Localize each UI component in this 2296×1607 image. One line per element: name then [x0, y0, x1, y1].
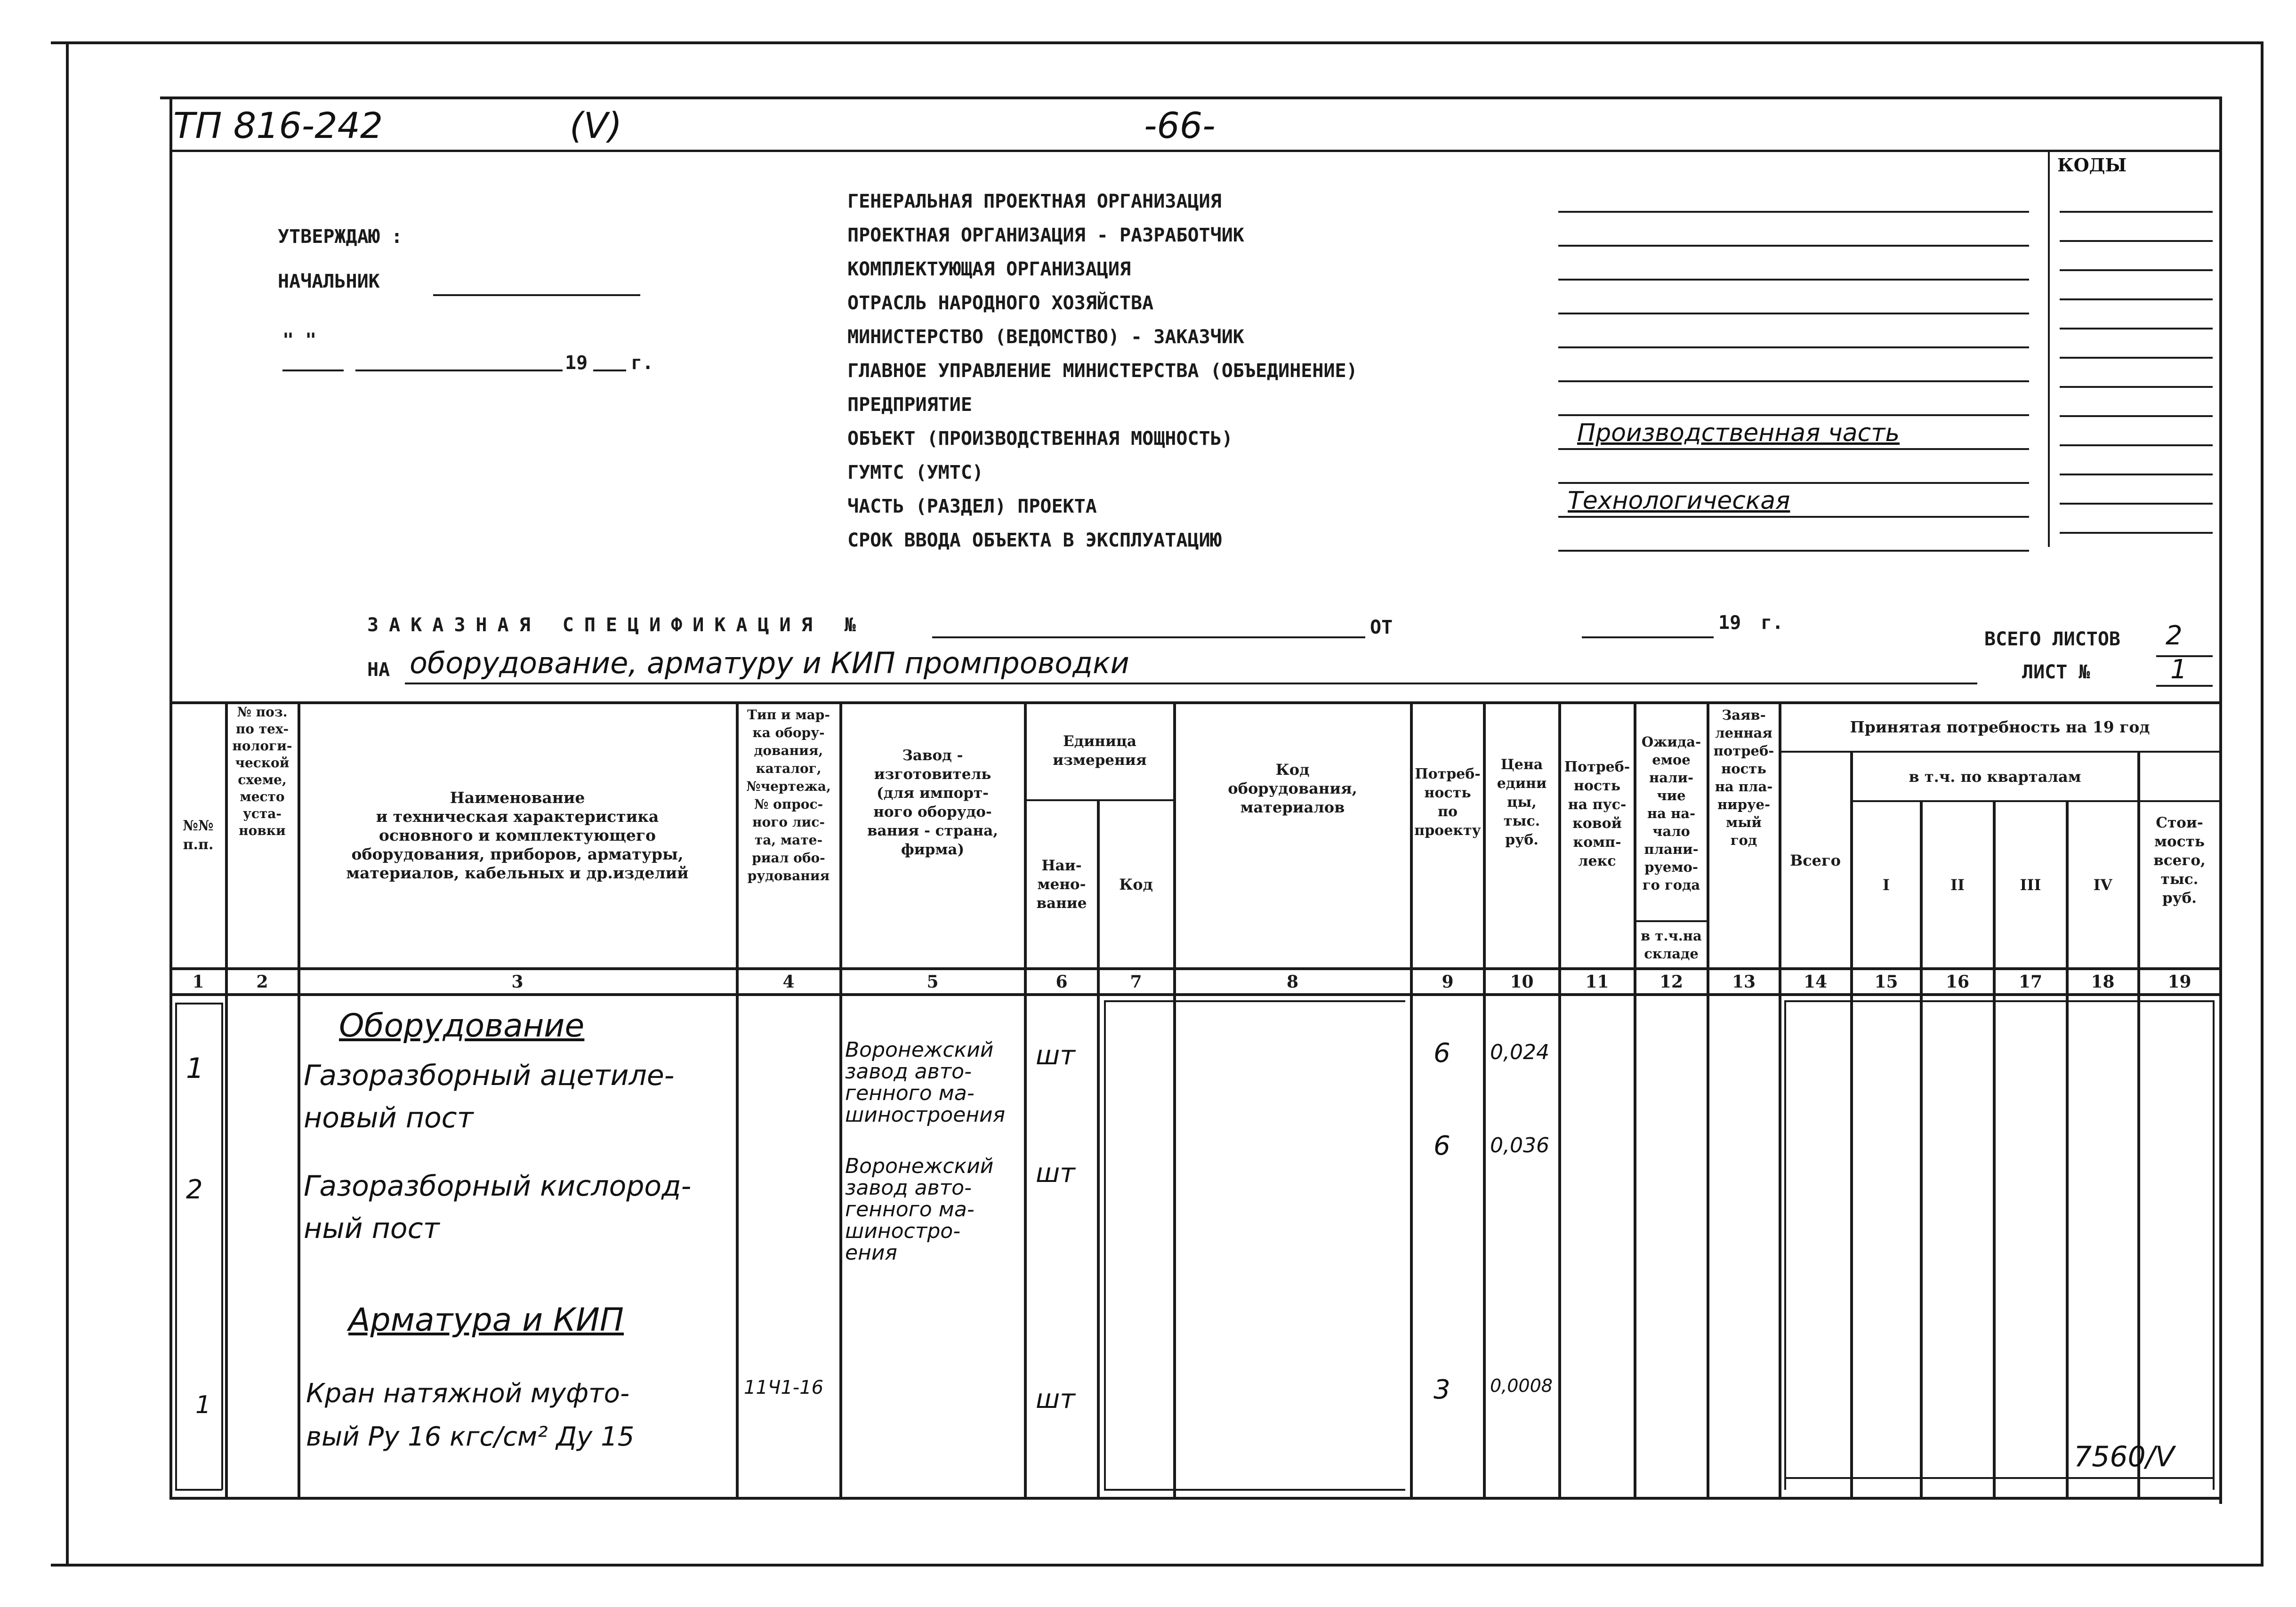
col-15-header: I [1883, 876, 1890, 894]
total-sheets-label: ВСЕГО ЛИСТОВ [1984, 628, 2120, 650]
quarters-group-header: в т.ч. по кварталам [1909, 768, 2081, 786]
inner-frame-right [2219, 96, 2222, 1504]
inner-frame-bottom [169, 1497, 2222, 1500]
unit-group-header: Единица измерения [1053, 733, 1147, 769]
row-number: 2 [186, 1174, 203, 1205]
column-number: 13 [1732, 972, 1756, 992]
outer-frame-top [51, 41, 2264, 44]
org-field-label: ОТРАСЛЬ НАРОДНОГО ХОЗЯЙСТВА [847, 292, 1154, 314]
sheet-line [2156, 685, 2213, 687]
row-qty: 6 [1434, 1038, 1450, 1069]
org-field-label: ГУМТС (УМТС) [847, 462, 983, 483]
row-name: Газоразборный кислород- ный пост [304, 1170, 692, 1245]
project-part-value: Технологическая [1568, 487, 1790, 515]
column-number: 14 [1803, 972, 1828, 992]
col-11-header: Потреб- ность на пус- ковой комп- лекс [1564, 759, 1630, 869]
date-day-line [282, 370, 344, 371]
col-17-header: III [2020, 876, 2041, 894]
page-number: -66- [1144, 104, 1216, 146]
chief-label: НАЧАЛЬНИК [278, 271, 380, 292]
outer-frame-bottom [51, 1564, 2264, 1567]
org-field-label: МИНИСТЕРСТВО (ВЕДОМСТВО) - ЗАКАЗЧИК [847, 326, 1244, 348]
spec-number-line [932, 636, 1365, 638]
outer-frame-right [2261, 41, 2264, 1567]
accepted-group-header: Принятая потребность на 19 год [1850, 718, 2150, 736]
col-12b-header: в т.ч.на складе [1641, 927, 1702, 962]
org-field-label: ПРОЕКТНАЯ ОРГАНИЗАЦИЯ - РАЗРАБОТЧИК [847, 225, 1244, 246]
row-unit: шт [1036, 1040, 1075, 1071]
org-field-label: ПРЕДПРИЯТИЕ [847, 394, 972, 416]
row-unit: шт [1036, 1384, 1075, 1414]
codes-divider [2048, 152, 2050, 547]
column-number: 16 [1945, 972, 1970, 992]
spec-year: 19 [1718, 612, 1741, 634]
col-10-header: Цена едини цы, тыс. руб. [1497, 756, 1547, 848]
col-12-header: Ожида- емое нали- чие на на- чало плани- руемо- го года [1641, 733, 1701, 893]
row-price: 0,024 [1490, 1040, 1549, 1064]
column-number: 4 [782, 972, 795, 992]
col-8-header: Код оборудования, материалов [1228, 761, 1357, 816]
row-maker: Воронежский завод авто- генного ма- шиностроения [845, 1038, 1006, 1127]
object-value: Производственная часть [1577, 419, 1900, 447]
column-number: 17 [2018, 972, 2043, 992]
spec-on-prefix: НА [367, 659, 390, 681]
column-number: 3 [511, 972, 524, 992]
org-field-label: ГЕНЕРАЛЬНАЯ ПРОЕКТНАЯ ОРГАНИЗАЦИЯ [847, 191, 1222, 212]
col-9-header: Потреб- ность по проекту [1414, 766, 1481, 839]
total-sheets-value: 2 [2166, 620, 2183, 651]
column-number: 10 [1510, 972, 1534, 992]
date-year-suffix: г. [631, 352, 654, 374]
section-fittings: Арматура и КИП [348, 1302, 624, 1339]
col-18-header: IV [2093, 876, 2112, 894]
date-month-line [355, 370, 563, 371]
column-number: 15 [1874, 972, 1898, 992]
chief-signature-line [433, 294, 640, 296]
col-13-header: Заяв- ленная потреб- ность на пла- нируе- мый год [1713, 707, 1774, 848]
column-number: 5 [926, 972, 939, 992]
spec-from: ОТ [1370, 617, 1393, 638]
column-number: 18 [2091, 972, 2115, 992]
outer-frame-left [66, 41, 69, 1567]
date-dots: " " [282, 329, 317, 351]
column-number: 2 [256, 972, 268, 992]
col-7-header: Код [1119, 875, 1153, 893]
row-number: 1 [195, 1391, 211, 1419]
row-qty: 3 [1434, 1374, 1450, 1405]
spec-subject-line [405, 683, 1977, 684]
spec-year-suffix: г. [1761, 612, 1784, 634]
column-number: 6 [1055, 972, 1068, 992]
row-name: Кран натяжной муфто- вый Ру 16 кгс/см² Ду 15 [306, 1378, 635, 1452]
date-year-line [593, 370, 626, 371]
section-equipment: Оборудование [339, 1007, 585, 1045]
col-5-header: Завод - изготовитель (для импорт- ного оборудо- вания - страна, фирма) [867, 747, 999, 858]
row-price: 0,036 [1490, 1133, 1549, 1157]
spec-date-line [1582, 636, 1714, 638]
col-19-header: Стои- мость всего, тыс. руб. [2153, 814, 2206, 907]
column-number: 8 [1286, 972, 1299, 992]
codes-header: КОДЫ [2057, 154, 2127, 176]
sheet-value: 1 [2170, 654, 2187, 685]
spec-subject: оборудование, арматуру и КИП промпроводки [410, 646, 1129, 680]
column-number: 1 [192, 972, 204, 992]
column-number: 9 [1442, 972, 1454, 992]
row-number: 1 [186, 1052, 204, 1085]
row-maker: Воронежский завод авто- генного ма- шиностро- ения [845, 1154, 994, 1265]
title-strip-line [169, 150, 2222, 152]
col-1-header: №№ п.п. [183, 818, 214, 853]
archive-stamp: 7560/V [2074, 1440, 2175, 1473]
column-number: 7 [1130, 972, 1142, 992]
col-14-header: Всего [1790, 851, 1841, 869]
sheet-label: ЛИСТ № [2022, 661, 2090, 683]
org-field-label: СРОК ВВОДА ОБЪЕКТА В ЭКСПЛУАТАЦИЮ [847, 530, 1222, 551]
org-field-label: КОМПЛЕКТУЮЩАЯ ОРГАНИЗАЦИЯ [847, 258, 1131, 280]
org-field-label: ГЛАВНОЕ УПРАВЛЕНИЕ МИНИСТЕРСТВА (ОБЪЕДИНЕНИЕ) [847, 360, 1358, 382]
spec-title: ЗАКАЗНАЯ СПЕЦИФИКАЦИЯ № [367, 614, 866, 636]
row-type: 11Ч1-16 [744, 1377, 824, 1398]
col-3-header: Наименование и техническая характеристика основного и комплектующего оборудования, приборов, арматуры, материалов, кабельных и др.изделий [346, 788, 689, 882]
row-price: 0,0008 [1490, 1375, 1553, 1396]
inner-frame-top [160, 96, 2222, 99]
col-4-header: Тип и мар- ка обору- дования, каталог, №чертежа, № опрос- ного лис- та, мате- риал обо- рудования [746, 707, 831, 884]
row-name: Газоразборный ацетиле- новый пост [304, 1059, 675, 1134]
approve-label: УТВЕРЖДАЮ : [278, 226, 403, 248]
column-number: 11 [1585, 972, 1609, 992]
date-year: 19 [565, 352, 588, 374]
col-2-header: № поз. по тех- нологи- ческой схеме, место уста- новки [232, 704, 292, 838]
row-unit: шт [1036, 1158, 1075, 1189]
row-qty: 6 [1434, 1131, 1450, 1161]
column-number: 12 [1659, 972, 1684, 992]
volume-mark: (V) [570, 104, 622, 146]
org-field-label: ОБЪЕКТ (ПРОИЗВОДСТВЕННАЯ МОЩНОСТЬ) [847, 428, 1233, 450]
col-16-header: II [1950, 876, 1965, 894]
column-number: 19 [2167, 972, 2191, 992]
org-field-label: ЧАСТЬ (РАЗДЕЛ) ПРОЕКТА [847, 496, 1097, 517]
doc-code: ТП 816-242 [173, 104, 383, 146]
col-6-header: Наи- мено- вание [1036, 857, 1087, 912]
